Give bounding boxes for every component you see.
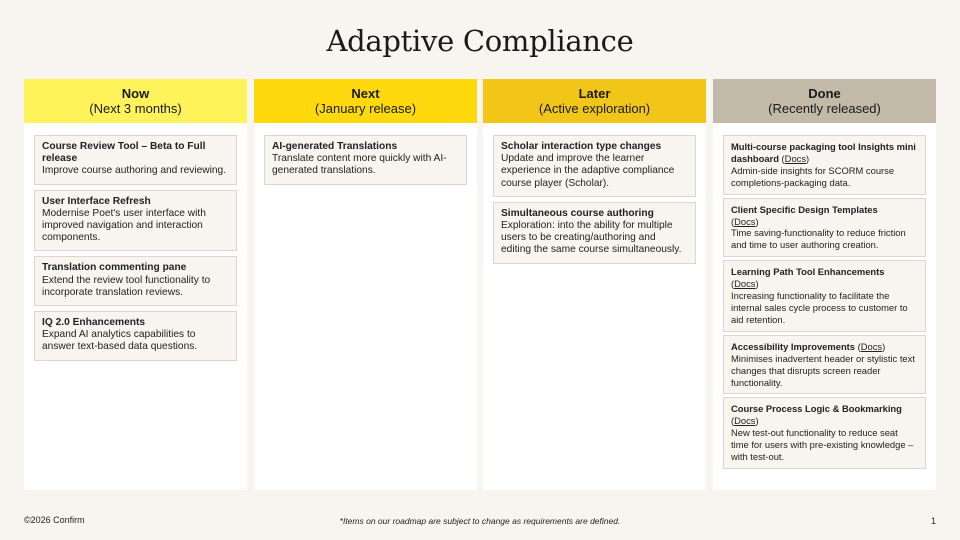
card-text: Exploration: into the ability for multiple users to be creating/authoring and editing the same course simultaneously. [501, 220, 682, 256]
roadmap-column-next [254, 79, 477, 490]
card-title: User Interface Refresh [42, 195, 151, 207]
column-title: Now [121, 86, 150, 101]
roadmap-card [264, 135, 467, 185]
roadmap-card [493, 135, 696, 197]
column-header-next [254, 79, 477, 123]
column-title: Next [351, 86, 380, 101]
roadmap-card [34, 135, 237, 185]
card-text: Minimises inadvertent header or stylistic text changes that disrupts screen reader functionality. [731, 352, 915, 388]
roadmap-column-now [24, 79, 247, 490]
card-title: Simultaneous course authoring [501, 207, 654, 219]
roadmap-column-later [483, 79, 706, 490]
card-text: New test-out functionality to reduce seat time for users with pre-existing knowledge – with test-out. [731, 427, 914, 463]
card-text: Modernise Poet's user interface with improved navigation and interaction components. [42, 207, 206, 244]
card-text: Admin-side insights for SCORM course completions-packaging data. [731, 164, 895, 188]
card-title: Scholar interaction type changes [501, 141, 662, 152]
roadmap-column-done [713, 79, 936, 490]
docs-link[interactable]: Docs [734, 278, 756, 290]
roadmap-card: Learning Path Tool Enhancements (Docs) Increasing functionality to facilitate the internal sales cycle process to customer to aid retention. [723, 260, 926, 332]
column-subtitle: (Active exploration) [538, 101, 651, 116]
roadmap-card [493, 202, 696, 264]
docs-link[interactable]: Docs [784, 152, 807, 164]
card-title: Translation commenting pane [42, 262, 187, 274]
card-title: Course Process Logic & Bookmarking [731, 403, 902, 415]
column-subtitle: (Recently released) [768, 101, 881, 116]
card-text: Extend the review tool functionality to incorporate translation reviews. [42, 274, 211, 298]
card-text: Increasing functionality to facilitate the internal sales cycle process to customer to aid retention. [731, 290, 908, 325]
card-title: Multi-course packaging tool Insights mini dashboard [731, 141, 916, 164]
card-text: Translate content more quickly with AI-generated translations. [272, 153, 447, 177]
column-header-done [713, 79, 936, 123]
disclaimer: *Items on our roadmap are subject to change as requirements are defined. [339, 516, 621, 526]
docs-link[interactable]: Docs [734, 415, 756, 427]
column-header-later [483, 79, 706, 123]
copyright: ©2026 Confirm [24, 515, 85, 525]
card-title: Learning Path Tool Enhancements [731, 266, 885, 278]
page-number: 1 [930, 516, 936, 526]
card-title: Course Review Tool – Beta to Full release [42, 141, 206, 165]
column-subtitle: (Next 3 months) [89, 101, 182, 116]
roadmap-card [34, 256, 237, 306]
docs-link[interactable]: Docs [734, 215, 756, 227]
column-subtitle: (January release) [314, 101, 417, 116]
column-title: Later [578, 86, 611, 101]
column-header-now [24, 79, 247, 123]
roadmap-card: Client Specific Design Templates (Docs) Time saving-functionality to reduce friction and time to user authoring creation. [723, 198, 926, 258]
card-text: Time saving-functionality to reduce friction and time to user authoring creation. [731, 227, 906, 251]
card-text: Improve course authoring and reviewing. [42, 165, 227, 177]
roadmap-card: Course Process Logic & Bookmarking (Docs) New test-out functionality to reduce seat time for users with pre-existing knowledge – with test-out. [723, 397, 926, 469]
roadmap-card [34, 311, 237, 361]
card-text: Update and improve the learner experience in the adaptive compliance course player (Scholar). [501, 153, 675, 189]
roadmap-card [34, 190, 237, 252]
card-title: Client Specific Design Templates [731, 203, 878, 215]
roadmap-card: Accessibility Improvements (Docs) Minimises inadvertent header or stylistic text changes that disrupts screen reader functionality. [723, 335, 926, 395]
column-title: Done [808, 86, 841, 101]
card-title: AI-generated Translations [272, 141, 398, 152]
card-text: Expand AI analytics capabilities to answer text-based data questions. [42, 329, 198, 353]
docs-link[interactable]: Docs [860, 340, 883, 352]
card-title: IQ 2.0 Enhancements [42, 317, 146, 329]
roadmap-card: Multi-course packaging tool Insights mini dashboard (Docs) Admin-side insights for SCORM course completions-packaging data. [723, 135, 926, 195]
card-title: Accessibility Improvements [731, 340, 856, 352]
page-title: Adaptive Compliance [326, 24, 634, 58]
